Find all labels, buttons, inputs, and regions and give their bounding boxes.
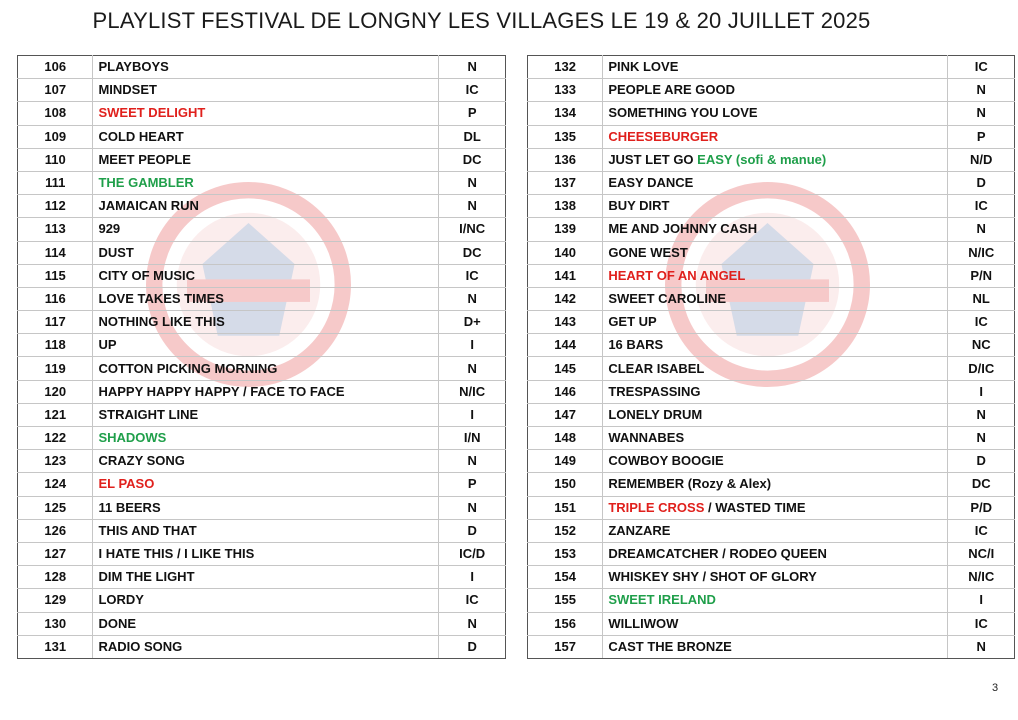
table-row xyxy=(528,241,1015,264)
song-title-part: PINK LOVE xyxy=(608,59,679,75)
level-code: IC xyxy=(948,311,1015,334)
song-number: 109 xyxy=(18,125,93,148)
table-row xyxy=(528,171,1015,194)
song-title xyxy=(603,427,948,450)
table-row xyxy=(18,195,506,218)
level-code: IC xyxy=(948,56,1015,79)
level-code: N xyxy=(439,56,506,79)
song-number: 147 xyxy=(528,403,603,426)
song-title xyxy=(93,125,439,148)
song-title-part: HEART OF AN ANGEL xyxy=(608,267,746,283)
song-number: 144 xyxy=(528,334,603,357)
song-title-part: CRAZY SONG xyxy=(98,453,185,469)
level-code: IC xyxy=(439,264,506,287)
song-title-part: GONE WEST xyxy=(608,244,688,260)
table-row xyxy=(18,566,506,589)
table-row xyxy=(528,357,1015,380)
song-number: 119 xyxy=(18,357,93,380)
level-code: DC xyxy=(439,148,506,171)
table-row xyxy=(528,56,1015,79)
song-title xyxy=(93,102,439,125)
song-title-part: STRAIGHT LINE xyxy=(98,406,199,422)
song-title-part: DREAMCATCHER / RODEO QUEEN xyxy=(608,546,827,562)
song-title-part: COLD HEART xyxy=(98,128,184,144)
table-row xyxy=(528,311,1015,334)
song-title xyxy=(93,357,439,380)
song-title xyxy=(603,635,948,658)
song-title-part: LOVE TAKES TIMES xyxy=(98,290,224,306)
song-number: 143 xyxy=(528,311,603,334)
song-title-part: REMEMBER (Rozy & Alex) xyxy=(608,476,772,492)
table-row xyxy=(18,403,506,426)
song-title xyxy=(603,287,948,310)
song-title-part: SWEET DELIGHT xyxy=(98,105,206,121)
song-title xyxy=(93,635,439,658)
song-title-part: UP xyxy=(98,337,117,353)
song-title xyxy=(603,334,948,357)
level-code: I xyxy=(948,380,1015,403)
song-title-part: RADIO SONG xyxy=(98,638,183,654)
song-title-part: ME AND JOHNNY CASH xyxy=(608,221,758,237)
song-number: 121 xyxy=(18,403,93,426)
table-row xyxy=(18,635,506,658)
song-title-part: / WASTED TIME xyxy=(704,499,806,515)
song-title xyxy=(93,473,439,496)
song-title xyxy=(603,612,948,635)
level-code: D+ xyxy=(439,311,506,334)
table-row xyxy=(528,218,1015,241)
table-row xyxy=(18,542,506,565)
level-code: IC xyxy=(439,589,506,612)
playlist-table-right xyxy=(527,55,1015,659)
level-code: IC xyxy=(948,519,1015,542)
level-code: D xyxy=(439,519,506,542)
table-row xyxy=(528,612,1015,635)
song-title-part: CHEESEBURGER xyxy=(608,128,719,144)
song-number: 117 xyxy=(18,311,93,334)
level-code: N xyxy=(439,357,506,380)
level-code: I xyxy=(439,566,506,589)
song-number: 130 xyxy=(18,612,93,635)
level-code: IC/D xyxy=(439,542,506,565)
song-title xyxy=(603,241,948,264)
song-title xyxy=(603,148,948,171)
song-title xyxy=(93,380,439,403)
song-title xyxy=(603,125,948,148)
song-number: 138 xyxy=(528,195,603,218)
table-row xyxy=(528,403,1015,426)
table-row xyxy=(18,287,506,310)
level-code: NC xyxy=(948,334,1015,357)
song-number: 115 xyxy=(18,264,93,287)
song-number: 157 xyxy=(528,635,603,658)
table-row xyxy=(18,334,506,357)
song-title-part: COWBOY BOOGIE xyxy=(608,453,724,469)
song-title-part: I HATE THIS / I LIKE THIS xyxy=(98,546,255,562)
level-code: N xyxy=(439,612,506,635)
song-title-part: COTTON PICKING MORNING xyxy=(98,360,278,376)
level-code: P/D xyxy=(948,496,1015,519)
table-row xyxy=(528,195,1015,218)
song-title xyxy=(603,79,948,102)
song-number: 148 xyxy=(528,427,603,450)
table-row xyxy=(18,357,506,380)
level-code: I/N xyxy=(439,427,506,450)
song-title xyxy=(603,566,948,589)
song-number: 126 xyxy=(18,519,93,542)
level-code: P xyxy=(439,102,506,125)
song-title xyxy=(93,148,439,171)
song-number: 114 xyxy=(18,241,93,264)
level-code: N/IC xyxy=(948,241,1015,264)
level-code: N xyxy=(948,427,1015,450)
song-title-part: PEOPLE ARE GOOD xyxy=(608,82,735,98)
level-code: N xyxy=(948,218,1015,241)
song-title-part: GET UP xyxy=(608,314,657,330)
song-title-part: ZANZARE xyxy=(608,522,671,538)
table-row xyxy=(18,171,506,194)
song-number: 133 xyxy=(528,79,603,102)
song-number: 127 xyxy=(18,542,93,565)
table-row xyxy=(528,102,1015,125)
song-number: 136 xyxy=(528,148,603,171)
level-code: D xyxy=(948,450,1015,473)
table-row xyxy=(528,473,1015,496)
page-title: PLAYLIST FESTIVAL DE LONGNY LES VILLAGES LE 19 & 20 JUILLET 2025 xyxy=(92,8,871,33)
song-title xyxy=(603,171,948,194)
table-row xyxy=(528,287,1015,310)
song-title xyxy=(93,218,439,241)
song-title xyxy=(93,450,439,473)
song-title-part: DIM THE LIGHT xyxy=(98,569,195,585)
song-number: 120 xyxy=(18,380,93,403)
song-title xyxy=(93,542,439,565)
level-code: P/N xyxy=(948,264,1015,287)
song-title xyxy=(603,195,948,218)
table-row xyxy=(18,241,506,264)
song-title xyxy=(603,403,948,426)
song-title-part: THE GAMBLER xyxy=(98,175,194,191)
table-row xyxy=(528,635,1015,658)
table-row xyxy=(528,450,1015,473)
level-code: IC xyxy=(439,79,506,102)
song-number: 118 xyxy=(18,334,93,357)
song-title-part: PLAYBOYS xyxy=(98,59,169,75)
song-title xyxy=(93,427,439,450)
table-row xyxy=(18,496,506,519)
level-code: N/D xyxy=(948,148,1015,171)
song-number: 142 xyxy=(528,287,603,310)
song-title-part: 929 xyxy=(98,221,121,237)
song-title-part: TRIPLE CROSS xyxy=(608,499,705,515)
song-title-part: LORDY xyxy=(98,592,144,608)
table-row xyxy=(528,148,1015,171)
song-number: 128 xyxy=(18,566,93,589)
table-row xyxy=(18,450,506,473)
song-title xyxy=(603,496,948,519)
level-code: I/NC xyxy=(439,218,506,241)
song-title xyxy=(603,218,948,241)
level-code: P xyxy=(948,125,1015,148)
song-title-part: SOMETHING YOU LOVE xyxy=(608,105,758,121)
table-row xyxy=(528,589,1015,612)
table-row xyxy=(18,589,506,612)
level-code: N xyxy=(439,171,506,194)
song-number: 151 xyxy=(528,496,603,519)
song-title-part: CITY OF MUSIC xyxy=(98,267,196,283)
song-number: 111 xyxy=(18,171,93,194)
level-code: D xyxy=(439,635,506,658)
level-code: N xyxy=(439,496,506,519)
level-code: I xyxy=(439,334,506,357)
song-title xyxy=(93,334,439,357)
table-row xyxy=(18,380,506,403)
song-title xyxy=(603,589,948,612)
song-title xyxy=(93,566,439,589)
song-title-part: DUST xyxy=(98,244,134,260)
song-title-part: WILLIWOW xyxy=(608,615,679,631)
level-code: N xyxy=(439,287,506,310)
song-number: 135 xyxy=(528,125,603,148)
table-row xyxy=(18,79,506,102)
song-title xyxy=(93,195,439,218)
song-title-part: LONELY DRUM xyxy=(608,406,703,422)
song-title-part: JUST LET GO xyxy=(608,151,698,167)
level-code: IC xyxy=(948,195,1015,218)
song-number: 131 xyxy=(18,635,93,658)
level-code: N/IC xyxy=(948,566,1015,589)
level-code: D/IC xyxy=(948,357,1015,380)
song-title-part: THIS AND THAT xyxy=(98,522,197,538)
song-title-part: MEET PEOPLE xyxy=(98,151,191,167)
table-row xyxy=(18,148,506,171)
song-number: 155 xyxy=(528,589,603,612)
song-number: 107 xyxy=(18,79,93,102)
level-code: N xyxy=(948,635,1015,658)
song-number: 108 xyxy=(18,102,93,125)
level-code: DL xyxy=(439,125,506,148)
song-title xyxy=(603,473,948,496)
song-number: 141 xyxy=(528,264,603,287)
level-code: N xyxy=(439,450,506,473)
song-title-part: JAMAICAN RUN xyxy=(98,198,199,214)
song-title xyxy=(93,56,439,79)
level-code: I xyxy=(439,403,506,426)
song-title xyxy=(603,450,948,473)
song-title-part: 11 BEERS xyxy=(98,499,161,515)
song-number: 150 xyxy=(528,473,603,496)
table-row xyxy=(18,427,506,450)
table-row xyxy=(18,612,506,635)
table-row xyxy=(18,519,506,542)
song-title xyxy=(603,56,948,79)
table-row xyxy=(18,264,506,287)
song-number: 154 xyxy=(528,566,603,589)
song-title xyxy=(603,519,948,542)
song-title xyxy=(603,357,948,380)
song-title xyxy=(93,403,439,426)
song-title xyxy=(93,589,439,612)
table-row xyxy=(528,334,1015,357)
table-row xyxy=(18,102,506,125)
song-title xyxy=(93,171,439,194)
song-number: 112 xyxy=(18,195,93,218)
song-title xyxy=(93,79,439,102)
song-number: 122 xyxy=(18,427,93,450)
song-title xyxy=(603,102,948,125)
song-title-part: 16 BARS xyxy=(608,337,664,353)
level-code: N/IC xyxy=(439,380,506,403)
table-row xyxy=(18,311,506,334)
table-row xyxy=(18,218,506,241)
song-number: 113 xyxy=(18,218,93,241)
playlist-table-left xyxy=(17,55,506,659)
table-row xyxy=(528,566,1015,589)
song-number: 152 xyxy=(528,519,603,542)
song-title xyxy=(93,612,439,635)
song-title xyxy=(93,287,439,310)
song-title-part: DONE xyxy=(98,615,137,631)
song-title-part: CLEAR ISABEL xyxy=(608,360,705,376)
song-number: 123 xyxy=(18,450,93,473)
level-code: N xyxy=(948,403,1015,426)
song-title-part: EASY DANCE xyxy=(608,175,694,191)
table-row xyxy=(528,380,1015,403)
song-title-part: EL PASO xyxy=(98,476,155,492)
song-title xyxy=(603,264,948,287)
level-code: D xyxy=(948,171,1015,194)
level-code: N xyxy=(948,102,1015,125)
song-number: 137 xyxy=(528,171,603,194)
song-number: 124 xyxy=(18,473,93,496)
level-code: P xyxy=(439,473,506,496)
song-title-part: CAST THE BRONZE xyxy=(608,638,732,654)
song-title xyxy=(93,519,439,542)
song-number: 156 xyxy=(528,612,603,635)
song-title-part: BUY DIRT xyxy=(608,198,670,214)
song-number: 110 xyxy=(18,148,93,171)
song-title xyxy=(603,380,948,403)
level-code: NL xyxy=(948,287,1015,310)
level-code: DC xyxy=(439,241,506,264)
table-row xyxy=(528,519,1015,542)
song-title-part: HAPPY HAPPY HAPPY / FACE TO FACE xyxy=(98,383,345,399)
song-title-part: WANNABES xyxy=(608,430,685,446)
song-title-part: WHISKEY SHY / SHOT OF GLORY xyxy=(608,569,817,585)
table-row xyxy=(528,542,1015,565)
song-title-part: SWEET CAROLINE xyxy=(608,290,727,306)
table-row xyxy=(528,496,1015,519)
song-number: 140 xyxy=(528,241,603,264)
level-code: DC xyxy=(948,473,1015,496)
song-title-part: SWEET IRELAND xyxy=(608,592,716,608)
song-title xyxy=(603,542,948,565)
song-number: 106 xyxy=(18,56,93,79)
song-number: 139 xyxy=(528,218,603,241)
level-code: N xyxy=(948,79,1015,102)
song-title xyxy=(93,496,439,519)
table-row xyxy=(18,473,506,496)
song-title-part: SHADOWS xyxy=(98,430,167,446)
level-code: NC/I xyxy=(948,542,1015,565)
song-number: 149 xyxy=(528,450,603,473)
song-title xyxy=(603,311,948,334)
page-number: 3 xyxy=(992,682,999,694)
song-title xyxy=(93,264,439,287)
table-row xyxy=(18,125,506,148)
song-number: 153 xyxy=(528,542,603,565)
table-row xyxy=(528,427,1015,450)
table-row xyxy=(528,125,1015,148)
song-number: 132 xyxy=(528,56,603,79)
song-number: 116 xyxy=(18,287,93,310)
level-code: N xyxy=(439,195,506,218)
table-row xyxy=(18,56,506,79)
song-title-part: MINDSET xyxy=(98,82,157,98)
song-number: 146 xyxy=(528,380,603,403)
song-number: 125 xyxy=(18,496,93,519)
level-code: I xyxy=(948,589,1015,612)
song-number: 145 xyxy=(528,357,603,380)
song-number: 129 xyxy=(18,589,93,612)
song-title-part: NOTHING LIKE THIS xyxy=(98,314,225,330)
song-title xyxy=(93,311,439,334)
song-title-part: TRESPASSING xyxy=(608,383,701,399)
song-title xyxy=(93,241,439,264)
level-code: IC xyxy=(948,612,1015,635)
song-title-part: EASY (sofi & manue) xyxy=(697,151,827,167)
song-number: 134 xyxy=(528,102,603,125)
table-row xyxy=(528,264,1015,287)
table-row xyxy=(528,79,1015,102)
